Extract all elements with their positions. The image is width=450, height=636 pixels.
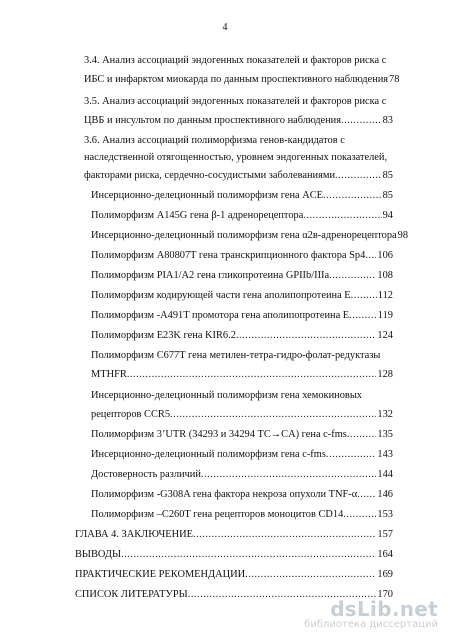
toc-entry-a491t[interactable] (91, 309, 393, 323)
toc-page-number: 153 (377, 509, 393, 520)
toc-entry-text: ПРАКТИЧЕСКИЕ РЕКОМЕНДАЦИИ (75, 569, 246, 580)
toc-entry-text: Полиморфизм –C260T гена рецепторов моноцитов CD14 (91, 509, 344, 520)
toc-entry-text: Полиморфизм кодирующей части гена аполипопротеина E (91, 290, 351, 301)
dot-leader (303, 209, 381, 223)
toc-entry-conclusions[interactable] (75, 548, 393, 562)
toc-page-number: 143 (377, 449, 393, 460)
toc-entry-text: факторами риска, сердечно-сосудистыми заболеваниями (84, 170, 336, 181)
dot-leader (170, 408, 376, 422)
toc-page-number: 85 (382, 170, 393, 181)
toc-entry-tnf[interactable] (91, 488, 393, 502)
toc-entry-chapter4[interactable] (75, 528, 393, 542)
toc-entry-sp4[interactable] (91, 249, 393, 263)
dot-leader (349, 309, 377, 323)
toc-entry-text: MTHFR (91, 369, 127, 380)
toc-page-number: 144 (377, 469, 393, 480)
toc-entry-ccr5[interactable] (91, 408, 393, 422)
toc-page-number: 94 (382, 210, 393, 221)
toc-entry-text: Инсерционно-делеционный полиморфизм гена ACE (91, 190, 324, 201)
toc-page-number: 124 (377, 330, 393, 341)
dot-leader (326, 448, 377, 462)
dot-leader (236, 329, 376, 343)
toc-entry-apoe[interactable] (91, 289, 393, 303)
toc-entry-3-4[interactable] (84, 73, 400, 87)
toc-entry-3-6-line1: 3.6. Анализ ассоциаций полиморфизма генов-кандидатов с (84, 135, 345, 146)
toc-entry-text: рецепторов CCR5 (91, 409, 171, 420)
toc-entry-cfms[interactable] (91, 448, 393, 462)
watermark-brand: dsLib.net (330, 597, 438, 621)
dot-leader (127, 368, 377, 382)
toc-entry-3-6-line2: наследственной отягощенностью, уровнем эндогенных показателей, (84, 152, 388, 163)
toc-page-number: 128 (377, 369, 393, 380)
toc-entry-recommendations[interactable] (75, 568, 393, 582)
toc-page-number: 157 (377, 529, 393, 540)
toc-page-number: 170 (377, 589, 393, 600)
toc-entry-cd14[interactable] (91, 508, 393, 522)
toc-page-number: 98 (397, 230, 409, 241)
page-number: 4 (222, 22, 228, 33)
toc-page-number: 85 (382, 190, 393, 201)
toc-entry-text: Полиморфизм A80807T гена транскрипционного фактора Sp4 (91, 250, 366, 261)
dot-leader (347, 428, 377, 442)
dot-leader (341, 114, 382, 128)
toc-entry-text: СПИСОК ЛИТЕРАТУРЫ (75, 589, 188, 600)
dot-leader (193, 528, 376, 542)
toc-page-number: 164 (377, 549, 393, 560)
dot-leader (245, 568, 376, 582)
toc-page-number: 78 (389, 74, 400, 85)
toc-entry-text: Полиморфизм -A491T промотора гена аполипопротеина E (91, 310, 350, 321)
toc-page-number: 146 (377, 489, 393, 500)
toc-entry-pia1[interactable] (91, 269, 393, 283)
toc-entry-3-5-line1: 3.5. Анализ ассоциаций эндогенных показателей и факторов риска с (84, 96, 387, 107)
toc-page-number: 83 (382, 115, 393, 126)
watermark-subtitle: библиотека диссертаций (304, 619, 438, 630)
toc-entry-text: Полиморфизм A145G гена β-1 адренорецептора (91, 210, 304, 221)
toc-page-number: 132 (377, 409, 393, 420)
dot-leader (365, 249, 376, 263)
toc-page-number: 106 (377, 250, 393, 261)
toc-entry-text: ЦВБ и инсультом по данным проспективного наблюдения (84, 115, 342, 126)
toc-entry-text: Достоверность различий (91, 469, 201, 480)
toc-page-number: 108 (377, 270, 393, 281)
toc-entry-significance[interactable] (91, 468, 393, 482)
dot-leader (329, 269, 376, 283)
toc-entry-3-6[interactable] (84, 169, 393, 183)
toc-entry-text: Полиморфизм E23K гена KIR6.2 (91, 330, 236, 341)
toc-entry-mthfr-line1: Полиморфизм C677T гена метилен-тетра-гидро-фолат-редуктазы (91, 350, 381, 361)
toc-entry-ccr5-line1: Инсерционно-делеционный полиморфизм гена хемокиновых (91, 390, 363, 401)
toc-entry-kir62[interactable] (91, 329, 393, 343)
dot-leader (343, 508, 376, 522)
toc-page-number: 119 (377, 310, 393, 321)
toc-entry-alpha2b[interactable] (91, 229, 409, 243)
dot-leader (201, 468, 376, 482)
toc-entry-text: ИБС и инфарктом миокарда по данным проспективного наблюдения (84, 74, 389, 85)
toc-entry-text: Полиморфизм 3’UTR (34293 и 34294 TC→CA) гена c-fms (91, 429, 347, 440)
dot-leader (335, 169, 382, 183)
dot-leader (351, 289, 377, 303)
toc-entry-ace[interactable] (91, 189, 393, 203)
toc-entry-mthfr[interactable] (91, 368, 393, 382)
toc-entry-3utr[interactable] (91, 428, 393, 442)
toc-entry-text: ВЫВОДЫ (75, 549, 122, 560)
toc-page-number: 169 (377, 569, 393, 580)
dot-leader (121, 548, 376, 562)
toc-entry-3-4-line1: 3.4. Анализ ассоциаций эндогенных показателей и факторов риска с (84, 55, 387, 66)
toc-page-number: 112 (377, 290, 393, 301)
dot-leader (357, 488, 376, 502)
toc-entry-text: Полиморфизм -G308A гена фактора некроза опухоли TNF-α (91, 489, 358, 500)
toc-entry-a145g[interactable] (91, 209, 393, 223)
toc-entry-3-5[interactable] (84, 114, 393, 128)
toc-entry-text: Инсерционно-делеционный полиморфизм гена α2в-адренорецептора (91, 230, 397, 241)
toc-entry-text: ГЛАВА 4. ЗАКЛЮЧЕНИЕ (75, 529, 193, 540)
watermark-logo (304, 597, 438, 630)
toc-entry-text: Полиморфизм PIA1/A2 гена гликопротеина GPIIb/IIIa (91, 270, 330, 281)
dot-leader (323, 189, 382, 203)
toc-page-number: 135 (377, 429, 393, 440)
toc-entry-text: Инсерционно-делеционный полиморфизм гена c-fms (91, 449, 326, 460)
